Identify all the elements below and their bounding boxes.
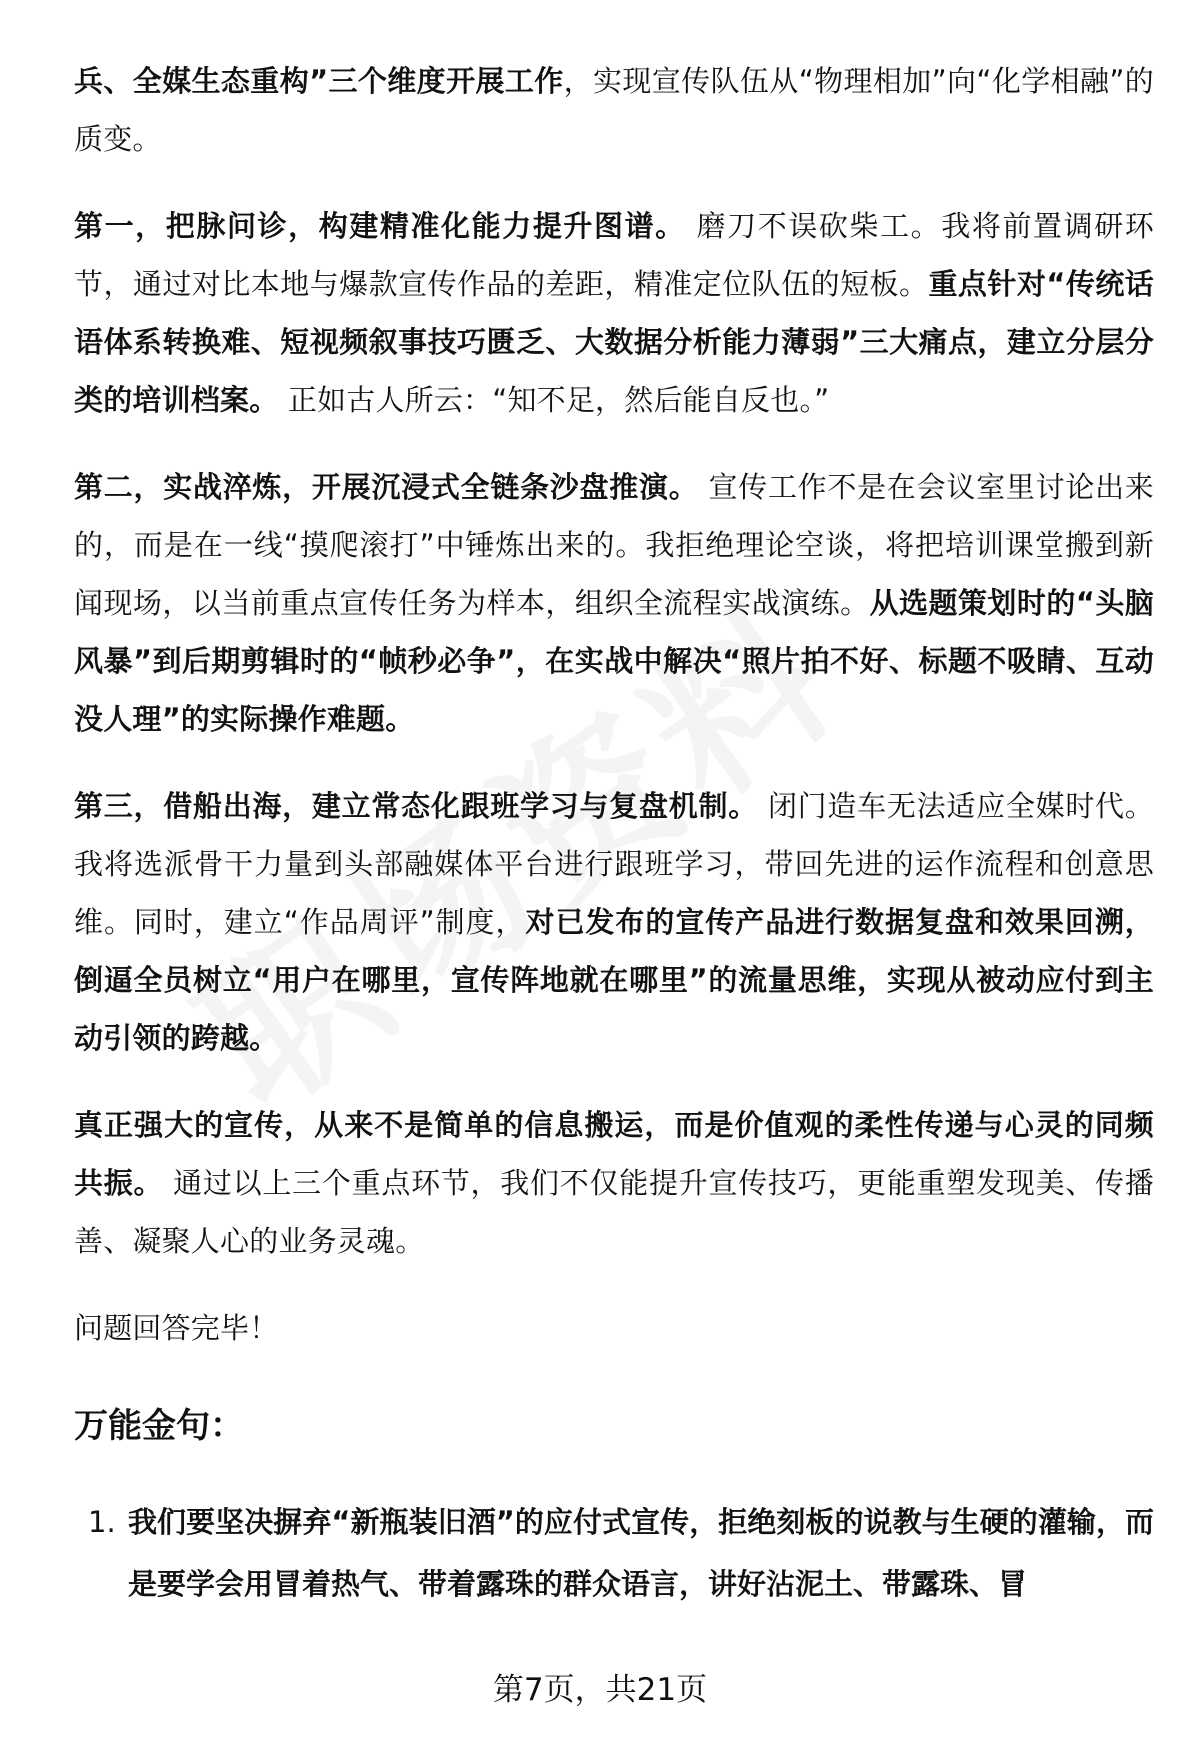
text-segment: 通过以上三个重点环节，我们不仅能提升宣传技巧，更能重塑发现美、传播善、凝聚人心的业务灵魂。 [74,1166,1154,1258]
paragraph [74,52,1154,168]
page-footer: 第7页，共21页 [492,1672,708,1708]
list-item-number: 1. [88,1505,116,1539]
bold-text-segment: 对已发布的宣传产品进行数据复盘和效果回溯，倒逼全员树立“用户在哪里，宣传阵地就在哪里”的流量思维，实现从被动应付到主动引领的跨越。 [74,905,1155,1055]
bold-text-segment: 重点针对“传统话语体系转换难、短视频叙事技巧匮乏、大数据分析能力薄弱”三大痛点，建立分层分类的培训档案。 [74,267,1154,417]
text-segment: 宣传工作不是在会议室里讨论出来的，而是在一线“摸爬滚打”中锤炼出来的。我拒绝理论空谈，将把培训课堂搬到新闻现场，以当前重点宣传任务为样本，组织全流程实战演练。 [74,470,1155,620]
list-item [74,1491,1154,1615]
bold-text-segment: 第二，实战淬炼，开展沉浸式全链条沙盘推演。 [74,470,699,504]
bold-text-segment: 第三，借船出海，建立常态化跟班学习与复盘机制。 [74,789,758,823]
paragraph [74,1299,1154,1357]
bold-text-segment: 真正强大的宣传，从来不是简单的信息搬运，而是价值观的柔性传递与心灵的同频共振。 [74,1108,1154,1200]
bold-text-segment: 兵、全媒生态重构”三个维度开展工作 [74,64,564,98]
text-segment: 问题回答完毕！ [74,1311,279,1345]
text-segment: 闭门造车无法适应全媒时代。我将选派骨干力量到头部融媒体平台进行跟班学习，带回先进的运作流程和创意思维。同时，建立“作品周评”制度， [74,789,1154,939]
paragraph [74,1096,1154,1270]
text-segment: ，实现宣传队伍从“物理相加”向“化学相融”的质变。 [74,64,1154,156]
paragraph [74,777,1154,1067]
section-title: 万能金句： [74,1406,244,1446]
text-segment: 正如古人所云：“知不足，然后能自反也。” [278,383,830,417]
paragraph-list [74,52,1154,1357]
paragraph [74,458,1154,748]
bold-text-segment: 从选题策划时的“头脑风暴”到后期剪辑时的“帧秒必争”，在实战中解决“照片拍不好、标题不吸睛、互动没人理”的实际操作难题。 [74,586,1155,736]
paragraph [74,197,1154,429]
document-body [74,52,1154,1615]
list-item-text: 我们要坚决摒弃“新瓶装旧酒”的应付式宣传，拒绝刻板的说教与生硬的灌输，而是要学会用冒着热气、带着露珠的群众语言，讲好沾泥土、带露珠、冒 [128,1505,1154,1601]
bold-text-segment: 第一，把脉问诊，构建精准化能力提升图谱。 [74,209,686,243]
text-segment: 磨刀不误砍柴工。我将前置调研环节，通过对比本地与爆款宣传作品的差距，精准定位队伍的短板。 [74,209,1154,301]
golden-sentence-list [74,1491,1154,1615]
